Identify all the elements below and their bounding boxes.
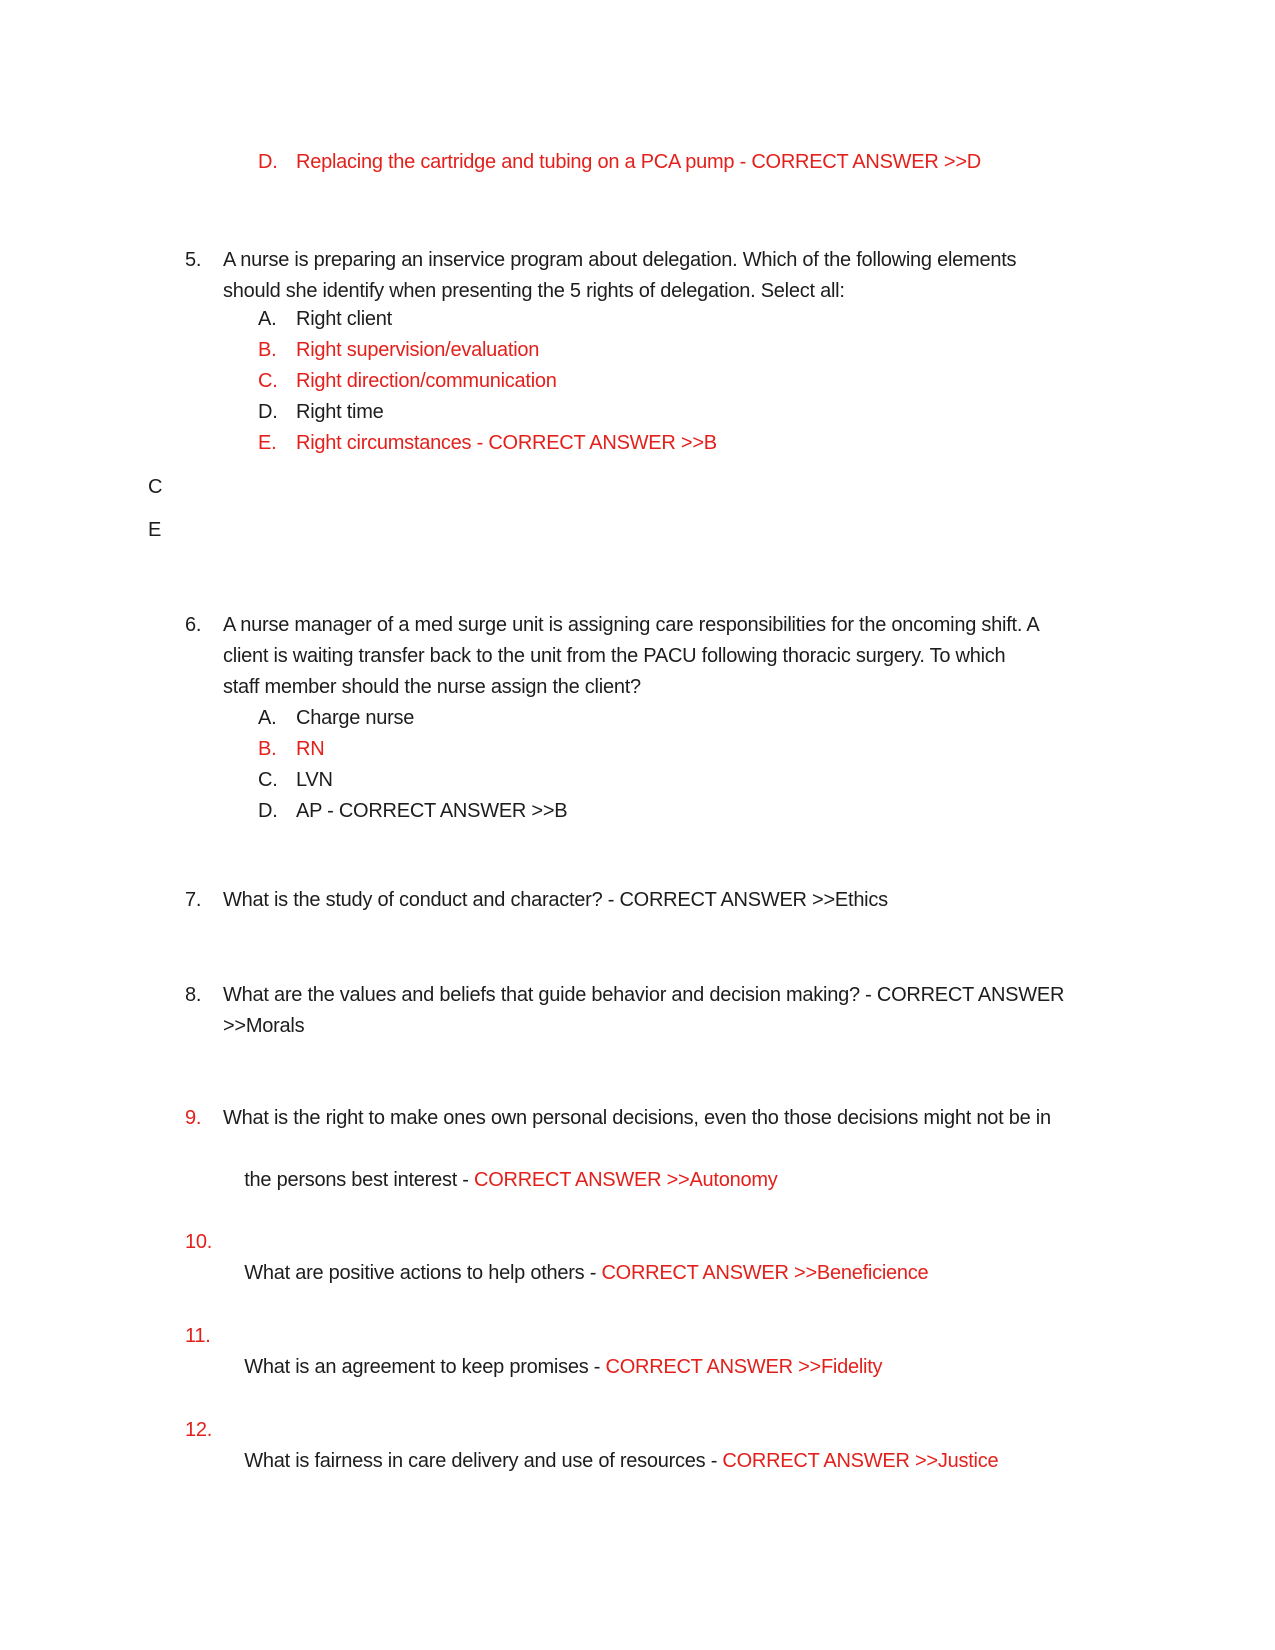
question-5-option-a-marker: A. bbox=[258, 308, 277, 330]
question-9-answer-text: CORRECT ANSWER >>Autonomy bbox=[474, 1169, 778, 1191]
question-5-number: 5. bbox=[185, 249, 202, 271]
question-9-line-2 bbox=[223, 1134, 778, 1227]
question-5-option-d-marker: D. bbox=[258, 401, 278, 423]
question-9-line-2-plain: the persons best interest - bbox=[244, 1169, 475, 1191]
question-11-number: 11. bbox=[185, 1325, 211, 1347]
stray-answer-letter-c: C bbox=[148, 476, 163, 498]
question-5-option-e-marker: E. bbox=[258, 432, 277, 454]
carryover-option-text: Replacing the cartridge and tubing on a PCA pump - CORRECT ANSWER >>D bbox=[296, 151, 981, 173]
question-5-option-b-marker: B. bbox=[258, 339, 277, 361]
question-6-option-d-text: AP - CORRECT ANSWER >>B bbox=[296, 800, 568, 822]
question-9-line-1: What is the right to make ones own personal decisions, even tho those decisions might not be in bbox=[223, 1107, 1051, 1129]
question-12-number: 12. bbox=[185, 1419, 213, 1441]
question-11-line bbox=[223, 1321, 882, 1414]
question-10-number: 10. bbox=[185, 1231, 213, 1253]
stray-answer-letter-e: E bbox=[148, 519, 162, 541]
question-12-line bbox=[223, 1415, 998, 1508]
question-6-option-a-text: Charge nurse bbox=[296, 707, 415, 729]
question-5-option-d-text: Right time bbox=[296, 401, 384, 423]
question-11-answer-text: CORRECT ANSWER >>Fidelity bbox=[605, 1356, 883, 1378]
question-6-number: 6. bbox=[185, 614, 202, 636]
question-5-option-e-text: Right circumstances - CORRECT ANSWER >>B bbox=[296, 432, 717, 454]
question-6-option-b-text: RN bbox=[296, 738, 325, 760]
question-6-option-c-marker: C. bbox=[258, 769, 278, 791]
question-10-plain-text: What are positive actions to help others - bbox=[244, 1262, 602, 1284]
question-7-number: 7. bbox=[185, 889, 202, 911]
question-6-option-a-marker: A. bbox=[258, 707, 277, 729]
question-8-line-1: What are the values and beliefs that guide behavior and decision making? - CORRECT ANSWER bbox=[223, 984, 1065, 1006]
question-10-answer-text: CORRECT ANSWER >>Beneficience bbox=[601, 1262, 929, 1284]
question-12-plain-text: What is fairness in care delivery and use of resources - bbox=[244, 1450, 723, 1472]
question-6-line-1: A nurse manager of a med surge unit is assigning care responsibilities for the oncoming shift. A bbox=[223, 614, 1040, 636]
question-5-line-2: should she identify when presenting the 5 rights of delegation. Select all: bbox=[223, 280, 845, 302]
question-8-line-2: >>Morals bbox=[223, 1015, 305, 1037]
question-6-option-b-marker: B. bbox=[258, 738, 277, 760]
question-5-option-c-marker: C. bbox=[258, 370, 278, 392]
question-6-option-c-text: LVN bbox=[296, 769, 333, 791]
question-6-option-d-marker: D. bbox=[258, 800, 278, 822]
question-11-plain-text: What is an agreement to keep promises - bbox=[244, 1356, 606, 1378]
question-5-line-1: A nurse is preparing an inservice program about delegation. Which of the following elements bbox=[223, 249, 1017, 271]
carryover-option-marker: D. bbox=[258, 151, 278, 173]
question-8-number: 8. bbox=[185, 984, 202, 1006]
question-6-line-3: staff member should the nurse assign the client? bbox=[223, 676, 641, 698]
question-6-line-2: client is waiting transfer back to the unit from the PACU following thoracic surgery. To which bbox=[223, 645, 1006, 667]
question-12-answer-text: CORRECT ANSWER >>Justice bbox=[722, 1450, 999, 1472]
question-5-option-c-text: Right direction/communication bbox=[296, 370, 557, 392]
question-9-number: 9. bbox=[185, 1107, 202, 1129]
question-5-option-b-text: Right supervision/evaluation bbox=[296, 339, 540, 361]
question-5-option-a-text: Right client bbox=[296, 308, 392, 330]
question-7-line: What is the study of conduct and character? - CORRECT ANSWER >>Ethics bbox=[223, 889, 888, 911]
question-10-line bbox=[223, 1227, 928, 1320]
